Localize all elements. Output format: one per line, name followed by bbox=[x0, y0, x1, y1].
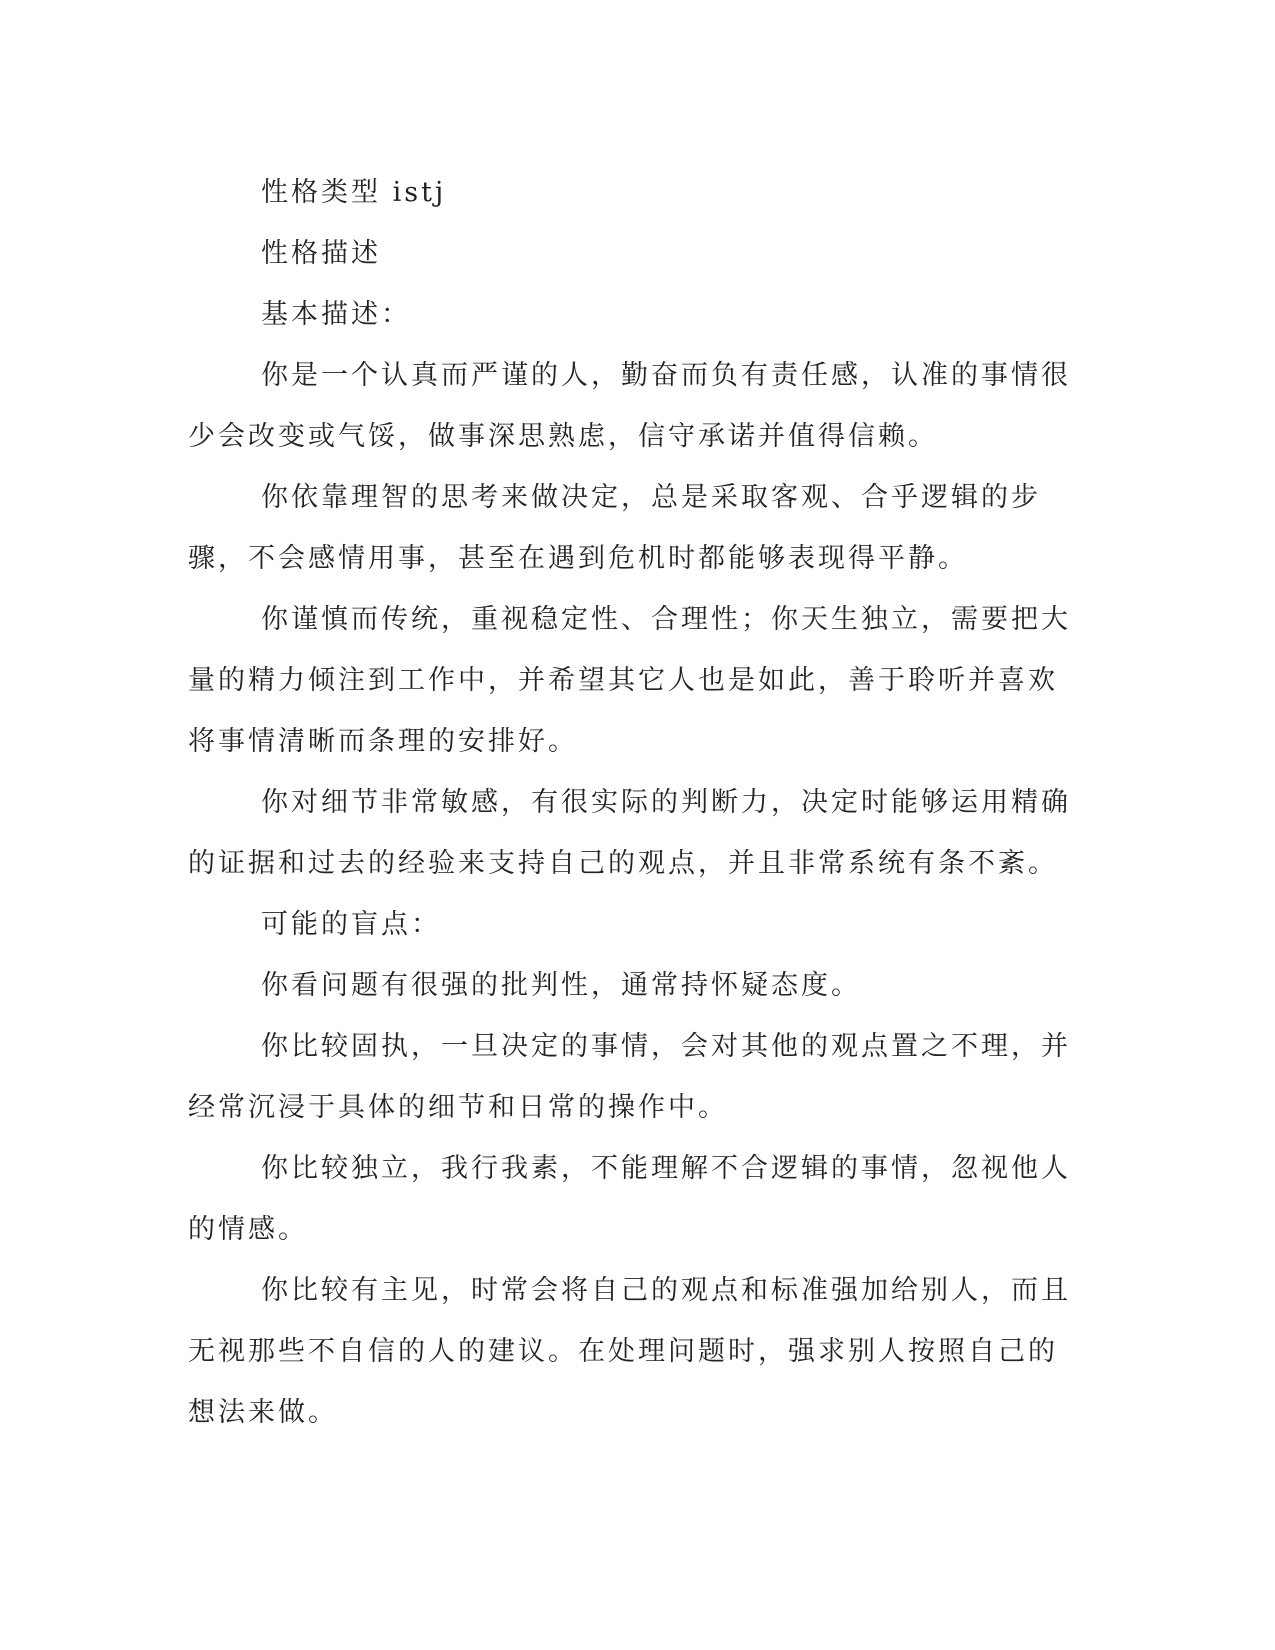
section-heading-description: 性格描述 bbox=[261, 238, 381, 269]
subheading-basic-description: 基本描述： bbox=[261, 299, 411, 330]
paragraph-basic-4: 你对细节非常敏感，有很实际的判断力，决定时能够运用精确的证据和过去的经验来支持自己的观点，并且非常系统有条不紊。 bbox=[188, 787, 1071, 879]
paragraph-blind-spot-1: 你看问题有很强的批判性，通常持怀疑态度。 bbox=[261, 970, 861, 1001]
document-body bbox=[188, 162, 1078, 1443]
paragraph-blind-spot-2: 你比较固执，一旦决定的事情，会对其他的观点置之不理，并经常沉浸于具体的细节和日常的操作中。 bbox=[188, 1031, 1071, 1123]
paragraph-blind-spot-3: 你比较独立，我行我素，不能理解不合逻辑的事情，忽视他人的情感。 bbox=[188, 1153, 1071, 1245]
paragraph-blind-spot-4: 你比较有主见，时常会将自己的观点和标准强加给别人，而且无视那些不自信的人的建议。在处理问题时，强求别人按照自己的想法来做。 bbox=[188, 1275, 1071, 1428]
paragraph-basic-2: 你依靠理智的思考来做决定，总是采取客观、合乎逻辑的步骤，不会感情用事，甚至在遇到危机时都能够表现得平静。 bbox=[188, 482, 1041, 574]
personality-type-line: 性格类型 istj bbox=[261, 177, 447, 208]
paragraph-basic-1: 你是一个认真而严谨的人，勤奋而负有责任感，认准的事情很少会改变或气馁，做事深思熟虑，信守承诺并值得信赖。 bbox=[188, 360, 1071, 452]
paragraph-basic-3: 你谨慎而传统，重视稳定性、合理性；你天生独立，需要把大量的精力倾注到工作中，并希望其它人也是如此，善于聆听并喜欢将事情清晰而条理的安排好。 bbox=[188, 604, 1071, 757]
subheading-blind-spots: 可能的盲点： bbox=[261, 909, 441, 940]
